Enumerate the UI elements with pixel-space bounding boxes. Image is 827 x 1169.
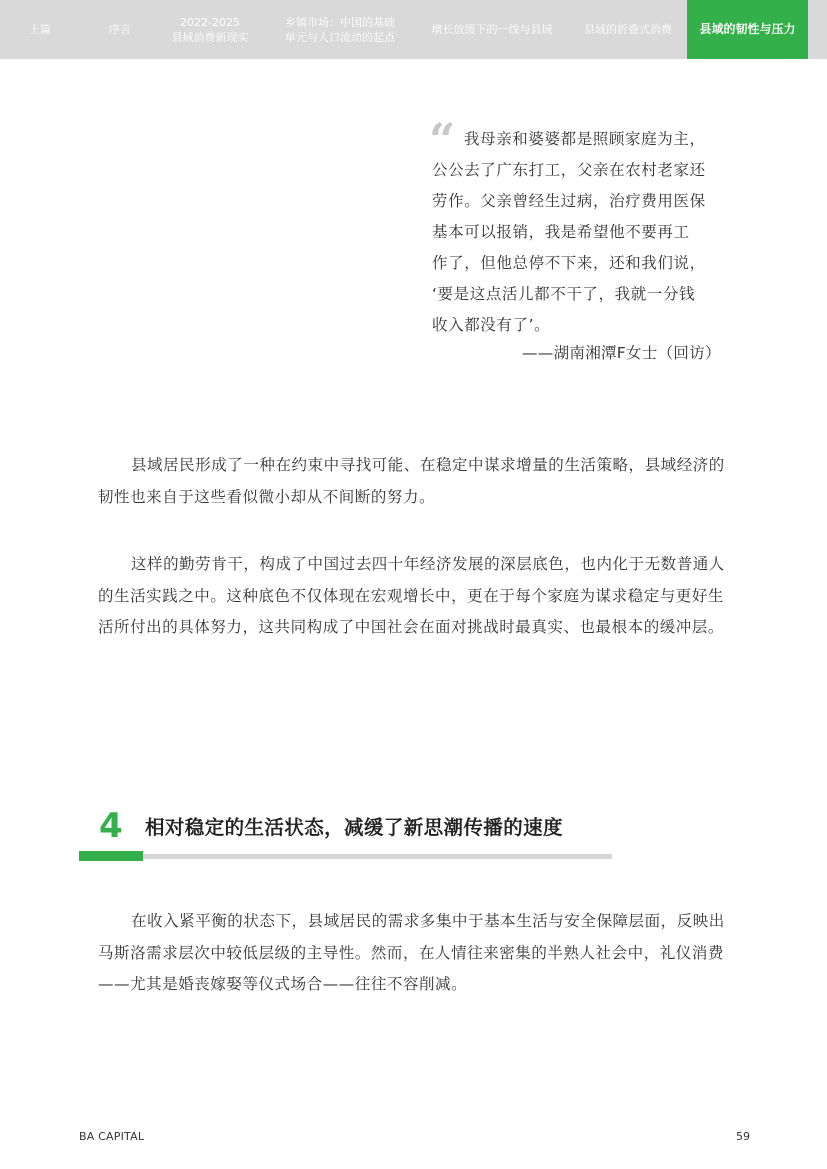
nav-tab-4[interactable] bbox=[265, 0, 415, 59]
nav-tab-label: 增长放缓下的一线与县域 bbox=[431, 23, 553, 36]
nav-tab-label: 县域的折叠式消费 bbox=[584, 23, 672, 36]
quote-line: 劳作。父亲曾经生过病，治疗费用医保 bbox=[432, 192, 706, 210]
section-number: 4 bbox=[99, 806, 123, 846]
nav-tab-label: 序言 bbox=[109, 23, 131, 36]
top-navigation-bar bbox=[0, 0, 827, 59]
quote-line: ‘要是这点活儿都不干了，我就一分钱 bbox=[432, 285, 696, 303]
nav-tab-7[interactable] bbox=[687, 0, 808, 59]
body-paragraph-2: 这样的勤劳肯干，构成了中国过去四十年经济发展的深层底色，也内化于无数普通人的生活实践之中。这种底色不仅体现在宏观增长中，更在于每个家庭为谋求稳定与更好生活所付出的具体努力，这共同构成了中国社会在面对挑战时最真实、也最根本的缓冲层。 bbox=[98, 555, 725, 636]
quote-line: 作了，但他总停不下来，还和我们说， bbox=[432, 254, 706, 272]
quote-line: 基本可以报销，我是希望他不要再工 bbox=[432, 223, 690, 241]
nav-tab-3[interactable] bbox=[155, 0, 265, 59]
nav-tab-5[interactable] bbox=[417, 0, 567, 59]
quote-line: 我母亲和婆婆都是照顾家庭为主， bbox=[464, 130, 706, 148]
nav-tab-2[interactable] bbox=[90, 0, 150, 59]
nav-tab-label: 上篇 bbox=[29, 23, 51, 36]
quote-mark-icon: “ bbox=[429, 113, 456, 167]
nav-tab-label: 单元与人口流动的起点 bbox=[285, 30, 395, 44]
nav-tab-label: 县域的韧性与压力 bbox=[699, 22, 796, 36]
nav-tab-label: 2022-2025 bbox=[180, 15, 240, 29]
section-heading: 相对稳定的生活状态，减缓了新思潮传播的速度 bbox=[145, 816, 563, 839]
section-rule bbox=[79, 854, 612, 859]
quote-line: 公公去了广东打工，父亲在农村老家还 bbox=[432, 161, 706, 179]
body-paragraph-1: 县域居民形成了一种在约束中寻找可能、在稳定中谋求增量的生活策略，县域经济的韧性也来自于这些看似微小却从不间断的努力。 bbox=[98, 456, 725, 506]
nav-tab-label: 乡镇市场：中国的基础 bbox=[285, 15, 395, 29]
nav-tab-1[interactable] bbox=[10, 0, 70, 59]
page-number: 59 bbox=[736, 1130, 750, 1143]
nav-tab-6[interactable] bbox=[568, 0, 688, 59]
testimonial-quote bbox=[432, 124, 732, 341]
footer-brand: BA CAPITAL bbox=[79, 1130, 145, 1143]
quote-line: 收入都没有了’。 bbox=[432, 316, 551, 334]
quote-attribution: ——湖南湘潭F女士（回访） bbox=[522, 344, 721, 362]
nav-tab-label: 县域消费新现实 bbox=[171, 30, 249, 44]
section-rule-accent bbox=[79, 851, 143, 861]
body-paragraph-3: 在收入紧平衡的状态下，县域居民的需求多集中于基本生活与安全保障层面，反映出马斯洛需求层次中较低层级的主导性。然而，在人情往来密集的半熟人社会中，礼仪消费——尤其是婚丧嫁娶等仪式场合——往往不容削减。 bbox=[98, 912, 725, 993]
